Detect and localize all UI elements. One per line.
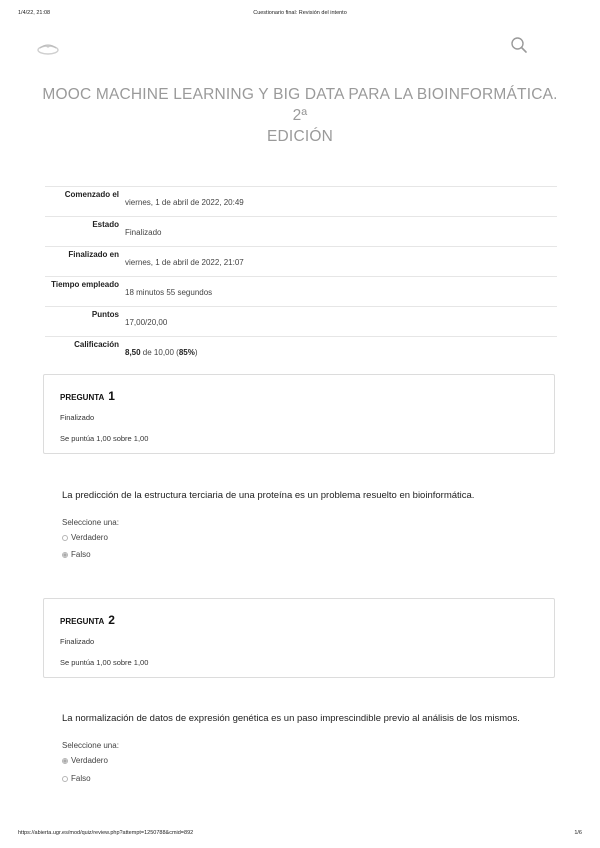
summary-label: Estado: [92, 220, 119, 229]
print-page-title: Cuestionario final: Revisión del intento: [253, 10, 347, 16]
question-heading: [60, 389, 538, 403]
option-true-1[interactable]: [62, 533, 108, 542]
question-prompt-2: Seleccione una:: [62, 741, 119, 750]
option-label: Falso: [71, 774, 91, 783]
question-label: PREGUNTA: [60, 393, 104, 402]
radio-button[interactable]: [62, 535, 68, 541]
summary-row-state: [45, 217, 557, 247]
summary-value: Finalizado: [125, 228, 162, 237]
grade-score: 8,50: [125, 348, 141, 357]
grade-percent: 85%: [178, 348, 195, 357]
option-label: Verdadero: [71, 756, 108, 765]
summary-value: viernes, 1 de abril de 2022, 21:07: [125, 258, 244, 267]
course-title: [40, 84, 560, 147]
option-label: Verdadero: [71, 533, 108, 542]
print-url: https://abierta.ugr.es/mod/quiz/review.php?attempt=1250788&cmid=892: [18, 830, 194, 836]
summary-row-grade: [45, 337, 557, 367]
question-state: Finalizado: [60, 637, 95, 646]
summary-label: Calificación: [74, 340, 119, 349]
course-title-line1: MOOC MACHINE LEARNING Y BIG DATA PARA LA BIOINFORMÁTICA. 2ª: [42, 86, 558, 124]
summary-label: Comenzado el: [64, 190, 119, 199]
option-true-2[interactable]: [62, 756, 108, 765]
print-footer: [18, 830, 582, 836]
summary-value: viernes, 1 de abril de 2022, 20:49: [125, 198, 244, 207]
grade-end: ): [194, 348, 198, 357]
print-datetime: 1/4/22, 21:08: [18, 10, 51, 16]
summary-label: Tiempo empleado: [51, 280, 119, 289]
question-heading: [60, 613, 538, 627]
summary-label: Finalizado en: [68, 250, 119, 259]
question-prompt-1: Seleccione una:: [62, 518, 119, 527]
site-logo-icon[interactable]: [36, 40, 60, 56]
option-false-1[interactable]: [62, 550, 91, 559]
attempt-summary-table: [45, 186, 557, 367]
summary-label: Puntos: [91, 310, 119, 319]
summary-row-started: [45, 187, 557, 217]
question-number: 2: [108, 613, 115, 627]
question-info-card-1: [43, 374, 555, 454]
question-grade: Se puntúa 1,00 sobre 1,00: [60, 658, 149, 667]
option-label: Falso: [71, 550, 91, 559]
question-text-2: La normalización de datos de expresión genética es un paso imprescindible previo al análisis de los mismos.: [62, 713, 520, 724]
question-text-1: La predicción de la estructura terciaria de una proteína es un problema resuelto en bioinformática.: [62, 490, 475, 501]
summary-value: [125, 337, 557, 367]
search-icon[interactable]: [510, 36, 528, 54]
radio-button[interactable]: [62, 776, 68, 782]
summary-row-time: [45, 277, 557, 307]
course-title-line2: EDICIÓN: [267, 128, 333, 145]
question-info-card-2: [43, 598, 555, 678]
summary-row-points: [45, 307, 557, 337]
question-grade: Se puntúa 1,00 sobre 1,00: [60, 434, 149, 443]
option-false-2[interactable]: [62, 774, 91, 783]
summary-value: 17,00/20,00: [125, 318, 168, 327]
grade-mid: de 10,00 (: [140, 348, 179, 357]
summary-value: 18 minutos 55 segundos: [125, 288, 213, 297]
print-header: [18, 10, 582, 16]
summary-row-finished: [45, 247, 557, 277]
question-state: Finalizado: [60, 413, 95, 422]
print-page-number: 1/6: [574, 830, 582, 836]
radio-button-checked[interactable]: [62, 758, 68, 764]
question-label: PREGUNTA: [60, 617, 104, 626]
radio-button-checked[interactable]: [62, 552, 68, 558]
question-number: 1: [108, 389, 115, 403]
